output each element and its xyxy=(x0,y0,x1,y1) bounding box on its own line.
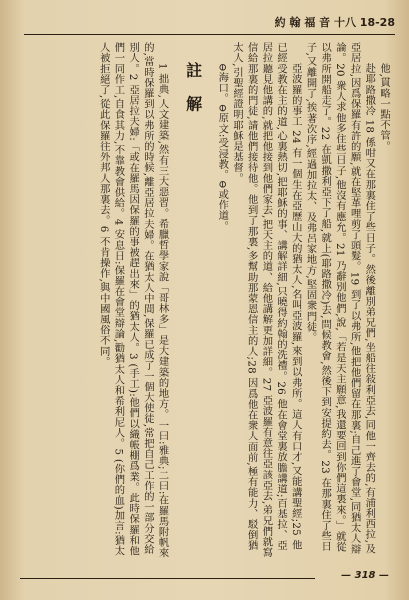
paragraph: 赴耶路撒冷 18 係咁又在那裏住了些日子。然後離別弟兄們,坐船往敍利亞去,同他一齊去的,有浦利西拉,及亞居拉,因爲保羅有許的願,就在堅革哩剪了頭髮。19 到了以弗所,他把他們留在那裏;自己進了會堂,同猶太人辯論。20 衆人求他多住些日子,他沒有應允。21 乃辭別他們,說,「若是天主願意,我還要回到你們這裏來。」就從以弗所開船走了。22 在凱撒利亞下了船,就上(耶路撒冷)去,問候教會,然後下到安提約去。23 在那裏住了些日子,又離開了,挨著次序,經過加拉太、及弗呂家地方,堅固衆門徒。 xyxy=(304,42,376,555)
running-head: 約 翰 福 音 十八 18-28 xyxy=(274,16,395,29)
notes-heading: 註 解 xyxy=(183,62,203,118)
footnote-markers: ⊖海口。⊖原文:受浸教。⊖或作道。 xyxy=(216,62,229,231)
header-rule xyxy=(24,34,395,35)
page-number: — 318 — xyxy=(341,570,389,581)
paragraph: 亞波羅的事工 24 有一個生在亞歷山大的猶太人,名叫亞波羅,來到以弗所。這人有口才,又能講聖經;25 他已經受教在主的道,心裏熱切,把耶穌的事、講解詳細,只曉得約翰的洗禮。26 他在會堂裏放膽講道;百基拉、亞居拉聽見他講的,就把他接到他們家去,把天主的道、給他講解更加詳細。27 亞波羅有意往亞該亞去,弟兄們就寫信給那裏的門徒,請他們接待他。他到了那裏,多幫助那蒙恩信主的人;28 因爲他在衆人面前,極有能力、駁倒猶太人,引聖經證明耶穌是基督。 xyxy=(230,42,302,558)
vertical-text-body xyxy=(22,42,391,560)
running-header xyxy=(24,14,395,32)
page-footer xyxy=(20,570,389,586)
footer-rule xyxy=(20,578,315,579)
paragraph: 他,貫略一點不管。 xyxy=(378,62,390,151)
note-paragraph: 1 拙典,人文建築,然有三大惡習。希臘哲學家說「哥林多」是大建築的地方。一曰:雅典;二曰:在羅馬附帆來的,當時保羅到以弗所的時候,離亞居拉夫婦。在猶太人中間,保羅已成了一個大使徒,常把自己工作的一部分交給別人。2 亞居拉夫婦:「或在羅馬因保羅的事被趕出來」的猶太人。3 (手工):他們以織帳棚爲業。此時保羅和他們一同作工,自食其力,不靠教會供給。4 安息日:保羅在會堂辯論,勸猶太人和希利尼人。5 (你們的血)加言:猶太人被拒絕了,從此保羅往外邦人那裏去。6 不肯操作,與中國風俗不同。 xyxy=(97,42,169,558)
